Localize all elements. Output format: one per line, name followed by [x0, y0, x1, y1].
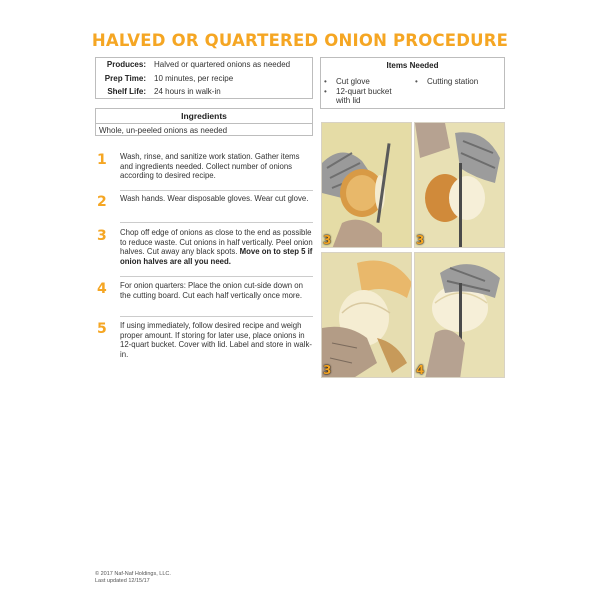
- info-row-produces: [96, 58, 312, 72]
- photo-step-label: 3: [323, 363, 332, 377]
- bullet-icon: •: [324, 77, 327, 86]
- info-row-prep-time: [96, 72, 312, 86]
- step-5: [95, 321, 313, 359]
- list-item: [415, 77, 478, 86]
- step-divider: [120, 316, 313, 317]
- step-number: 2: [97, 194, 107, 210]
- footer: [95, 571, 171, 585]
- photo-step-label: 4: [416, 363, 425, 377]
- info-label: Produces:: [106, 60, 146, 70]
- step-divider: [120, 222, 313, 223]
- step-1: [95, 152, 313, 181]
- onion-quartered-photo: [414, 252, 505, 378]
- copyright-text: © 2017 Naf-Naf Holdings, LLC.: [95, 571, 171, 577]
- bullet-icon: •: [415, 77, 418, 86]
- bullet-icon: •: [324, 87, 327, 96]
- step-divider: [120, 190, 313, 191]
- info-label: Prep Time:: [104, 73, 146, 83]
- item-label: Cut glove: [336, 77, 370, 86]
- info-label: Shelf Life:: [107, 87, 146, 97]
- onion-halved-photo: [414, 122, 505, 248]
- step-number: 5: [97, 321, 107, 337]
- onion-cut-photo: [321, 122, 412, 248]
- step-4: [95, 281, 313, 300]
- item-label: 12-quart bucket with lid: [336, 87, 392, 105]
- items-needed-box: [320, 57, 505, 109]
- items-needed-title: Items Needed: [386, 61, 439, 70]
- step-divider: [120, 276, 313, 277]
- recipe-info-box: [95, 57, 313, 99]
- step-text: Chop off edge of onions as close to the end as possible to reduce waste. Cut onions in half vertically. Peel onion halves. Cut away any black spots. Move on to step 5 if onion halves are all you need.: [120, 228, 313, 266]
- step-text: Wash, rinse, and sanitize work station. Gather items and ingredients needed. Collect number of onions according to desired recipe.: [120, 152, 300, 180]
- ingredients-box: [95, 108, 313, 136]
- ingredient-line: Whole, un-peeled onions as needed: [96, 123, 312, 137]
- info-row-shelf-life: [96, 85, 312, 99]
- step-text: For onion quarters: Place the onion cut-side down on the cutting board. Cut each half vertically once more.: [120, 281, 303, 300]
- info-value: Halved or quartered onions as needed: [154, 60, 291, 70]
- page-title: HALVED OR QUARTERED ONION PROCEDURE: [91, 31, 509, 50]
- item-label: Cutting station: [427, 77, 479, 86]
- info-value: 10 minutes, per recipe: [154, 73, 234, 83]
- last-updated-text: Last updated 12/15/17: [95, 578, 150, 584]
- step-3: [95, 228, 313, 266]
- photo-step-label: 3: [416, 233, 425, 247]
- list-item: [324, 87, 414, 105]
- photo-step-label: 3: [323, 233, 332, 247]
- onion-peeled-photo: [321, 252, 412, 378]
- step-number: 4: [97, 281, 107, 297]
- ingredients-title: Ingredients: [181, 111, 227, 121]
- step-number: 1: [97, 152, 107, 168]
- step-number: 3: [97, 228, 107, 244]
- step-text: If using immediately, follow desired recipe and weigh proper amount. If storing for later use, place onions in 12-quart bucket. Cover with lid. Label and store in walk-in.: [120, 321, 312, 359]
- step-text: Wash hands. Wear disposable gloves. Wear cut glove.: [120, 194, 309, 203]
- step-2: [95, 194, 313, 210]
- list-item: [324, 77, 370, 86]
- info-value: 24 hours in walk-in: [154, 87, 221, 97]
